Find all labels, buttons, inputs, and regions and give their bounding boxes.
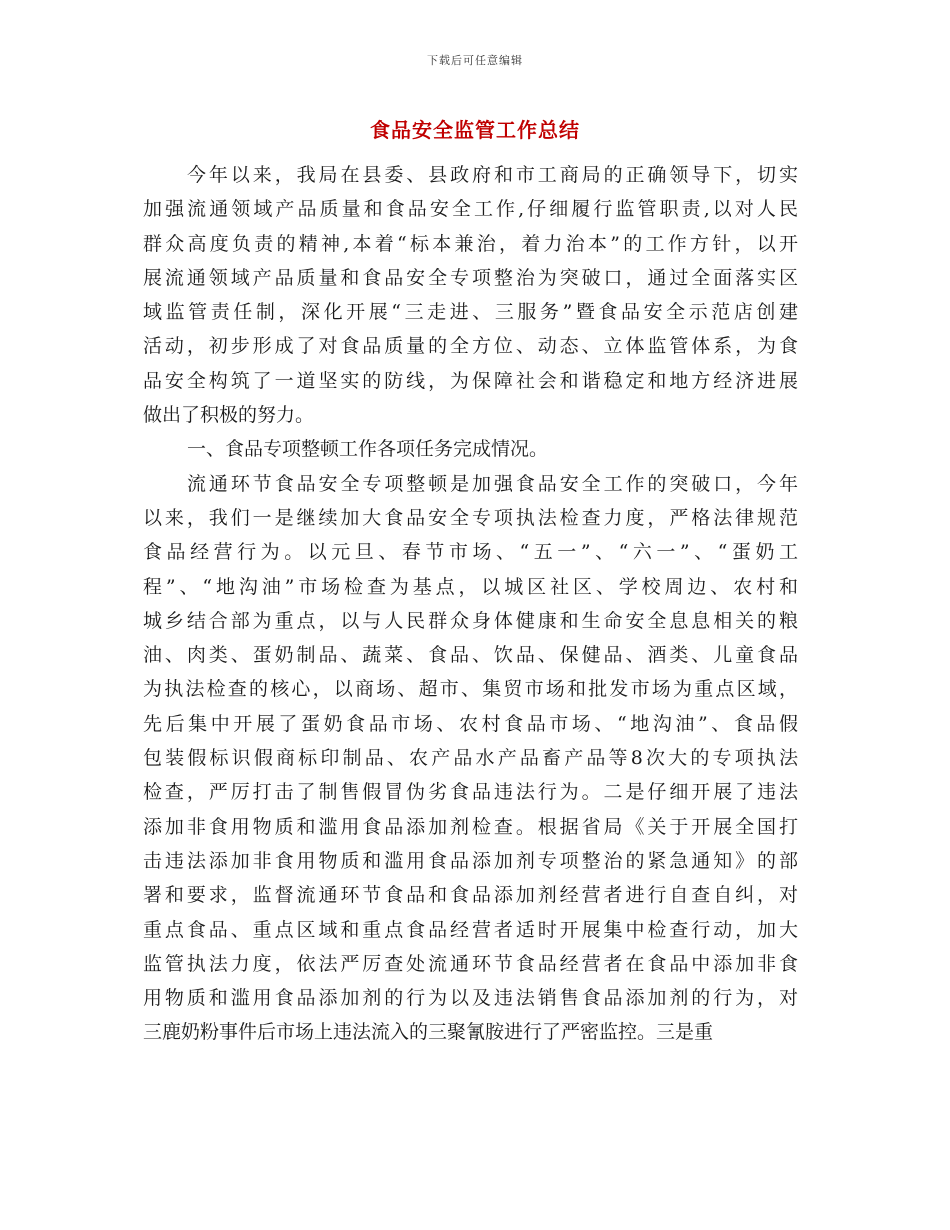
text-line: 品安全构筑了一道坚实的防线，为保障社会和谐稳定和地方经济进展 [143, 369, 798, 392]
text-line: 活动，初步形成了对食品质量的全方位、动态、立体监管体系，为食 [143, 335, 798, 358]
text-line: 做出了积极的努力。 [143, 404, 315, 427]
text-line: 先后集中开展了蛋奶食品市场、农村食品市场、“地沟油”、食品假 [143, 712, 798, 735]
text-line: 食品经营行为。以元旦、春节市场、“五一”、“六一”、“蛋奶工 [143, 541, 798, 564]
text-line: 添加非食用物质和滥用食品添加剂检查。根据省局《关于开展全国打 [143, 815, 798, 838]
text-line: 检查，严厉打击了制售假冒伪劣食品违法行为。二是仔细开展了违法 [143, 781, 798, 804]
text-line: 群众高度负责的精神,本着“标本兼治，着力治本”的工作方针，以开 [143, 232, 798, 255]
header-note: 下载后可任意编辑 [427, 54, 523, 67]
text-line: 包装假标识假商标印制品、农产品水产品畜产品等8次大的专项执法 [143, 747, 798, 770]
text-line: 域监管责任制，深化开展“三走进、三服务”暨食品安全示范店创建 [143, 301, 798, 324]
text-line: 重点食品、重点区域和重点食品经营者适时开展集中检查行动，加大 [143, 918, 798, 941]
text-line: 展流通领域产品质量和食品安全专项整治为突破口，通过全面落实区 [143, 266, 798, 289]
paragraph [143, 467, 798, 1050]
text-line: 今年以来，我局在县委、县政府和市工商局的正确领导下，切实 [187, 164, 798, 186]
text-line: 程”、“地沟油”市场检查为基点，以城区社区、学校周边、农村和 [143, 575, 798, 598]
text-line: 击违法添加非食用物质和滥用食品添加剂专项整治的紧急通知》的部 [143, 849, 798, 872]
text-line: 为执法检查的核心，以商场、超市、集贸市场和批发市场为重点区域， [143, 678, 798, 701]
text-line: 城乡结合部为重点，以与人民群众身体健康和生命安全息息相关的粮 [143, 609, 798, 632]
text-line: 以来，我们一是继续加大食品安全专项执法检查力度，严格法律规范 [143, 506, 798, 529]
text-line: 用物质和滥用食品添加剂的行为以及违法销售食品添加剂的行为，对 [143, 987, 798, 1010]
text-line: 油、肉类、蛋奶制品、蔬菜、食品、饮品、保健品、酒类、儿童食品 [143, 644, 798, 667]
paragraph [143, 432, 798, 466]
paragraph [143, 158, 798, 432]
text-line: 署和要求，监督流通环节食品和食品添加剂经营者进行自查自纠，对 [143, 884, 798, 907]
text-line: 监管执法力度，依法严厉查处流通环节食品经营者在食品中添加非食 [143, 952, 798, 975]
document-title: 食品安全监管工作总结 [370, 118, 580, 142]
text-line: 加强流通领域产品质量和食品安全工作,仔细履行监管职责,以对人民 [143, 198, 798, 221]
text-line: 流通环节食品安全专项整顿是加强食品安全工作的突破口，今年 [187, 472, 798, 495]
document-body [143, 158, 798, 1050]
text-line: 一、食品专项整顿工作各项任务完成情况。 [187, 438, 549, 461]
text-line: 三鹿奶粉事件后市场上违法流入的三聚氰胺进行了严密监控。三是重 [143, 1021, 714, 1044]
